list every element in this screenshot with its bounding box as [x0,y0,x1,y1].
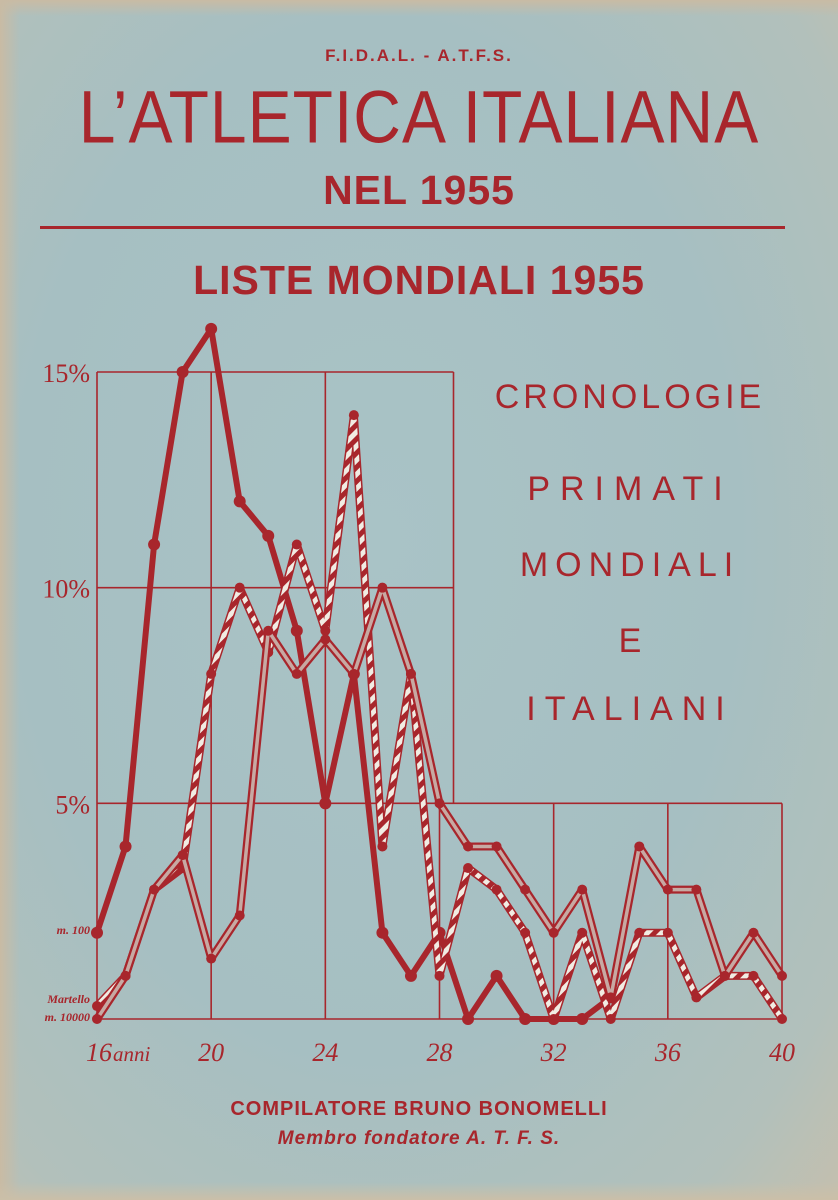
point-martello-23 [292,540,302,550]
point-m-100-23 [291,625,303,637]
x-tick-label: 28 [426,1038,453,1067]
point-m-10000-17 [121,971,131,981]
point-martello-36 [663,928,673,938]
point-m-100-24 [319,797,331,809]
y-tick-label: 10% [42,574,90,604]
point-m-10000-29 [463,841,473,851]
point-m-10000-33 [577,885,587,895]
point-martello-35 [634,928,644,938]
point-m-10000-30 [492,841,502,851]
point-m-10000-21 [235,910,245,920]
point-martello-34 [606,1014,616,1024]
series-label: m. 10000 [44,1010,90,1024]
point-m-10000-19 [178,850,188,860]
point-m-10000-36 [663,885,673,895]
point-m-10000-38 [720,971,730,981]
point-m-10000-39 [748,928,758,938]
x-tick-label: 36 [654,1038,681,1067]
point-m-100-18 [148,539,160,551]
point-martello-24 [320,626,330,636]
subject-italiani: ITALIANI [526,690,734,728]
point-m-100-17 [120,840,132,852]
point-martello-29 [463,863,473,873]
point-m-10000-28 [435,798,445,808]
book-title: L’ATLETICA ITALIANA [78,75,760,159]
x-tick-label: 20 [198,1038,225,1067]
lists-heading: LISTE MONDIALI 1955 [193,257,645,303]
subject-primati: PRIMATI [527,470,733,508]
point-m-10000-34 [606,992,616,1002]
point-m-100-16 [91,927,103,939]
point-m-100-22 [262,530,274,542]
point-m-10000-35 [634,841,644,851]
point-m-100-20 [205,323,217,335]
point-m-10000-18 [149,885,159,895]
point-martello-33 [577,928,587,938]
compiler-credit: COMPILATORE BRUNO BONOMELLI [230,1098,608,1120]
point-m-100-26 [376,927,388,939]
point-m-10000-23 [292,669,302,679]
point-m-10000-37 [691,885,701,895]
point-m-10000-20 [206,954,216,964]
point-m-100-31 [519,1013,531,1025]
point-m-10000-32 [549,928,559,938]
point-martello-21 [235,583,245,593]
point-martello-37 [691,992,701,1002]
x-tick-label: 24 [312,1038,339,1067]
point-m-100-33 [576,1013,588,1025]
point-martello-26 [377,841,387,851]
point-m-10000-25 [349,669,359,679]
book-subtitle: NEL 1955 [323,167,515,213]
x-tick-label: 32 [540,1038,567,1067]
point-m-10000-22 [263,626,273,636]
point-m-100-29 [462,1013,474,1025]
organization-line: F.I.D.A.L. - A.T.F.S. [325,46,513,65]
subject-mondiali: MONDIALI [519,546,741,584]
point-martello-40 [777,1014,787,1024]
point-m-100-21 [234,495,246,507]
point-martello-28 [435,971,445,981]
point-m-10000-31 [520,885,530,895]
point-m-10000-27 [406,669,416,679]
y-tick-label: 15% [42,359,90,388]
subject-e: E [618,622,642,660]
point-martello-20 [206,669,216,679]
member-credit: Membro fondatore A. T. F. S. [277,1128,561,1149]
point-martello-31 [520,928,530,938]
point-m-10000-24 [320,634,330,644]
x-tick-label: 40 [769,1038,795,1067]
point-m-100-27 [405,970,417,982]
x-tick-label: 16 [86,1038,112,1067]
point-m-10000-26 [377,583,387,593]
subject-cronologie: CRONOLOGIE [494,378,766,416]
point-m-10000-40 [777,971,787,981]
point-martello-30 [492,885,502,895]
point-martello-32 [549,1014,559,1024]
x-tick-unit: anni [113,1042,151,1066]
series-label: Martello [47,992,90,1006]
y-tick-label: 5% [55,790,90,820]
point-martello-25 [349,410,359,420]
point-m-100-30 [491,970,503,982]
point-m-100-19 [177,366,189,378]
point-martello-39 [748,971,758,981]
point-m-10000-16 [92,1014,102,1024]
series-label: m. 100 [56,923,90,937]
